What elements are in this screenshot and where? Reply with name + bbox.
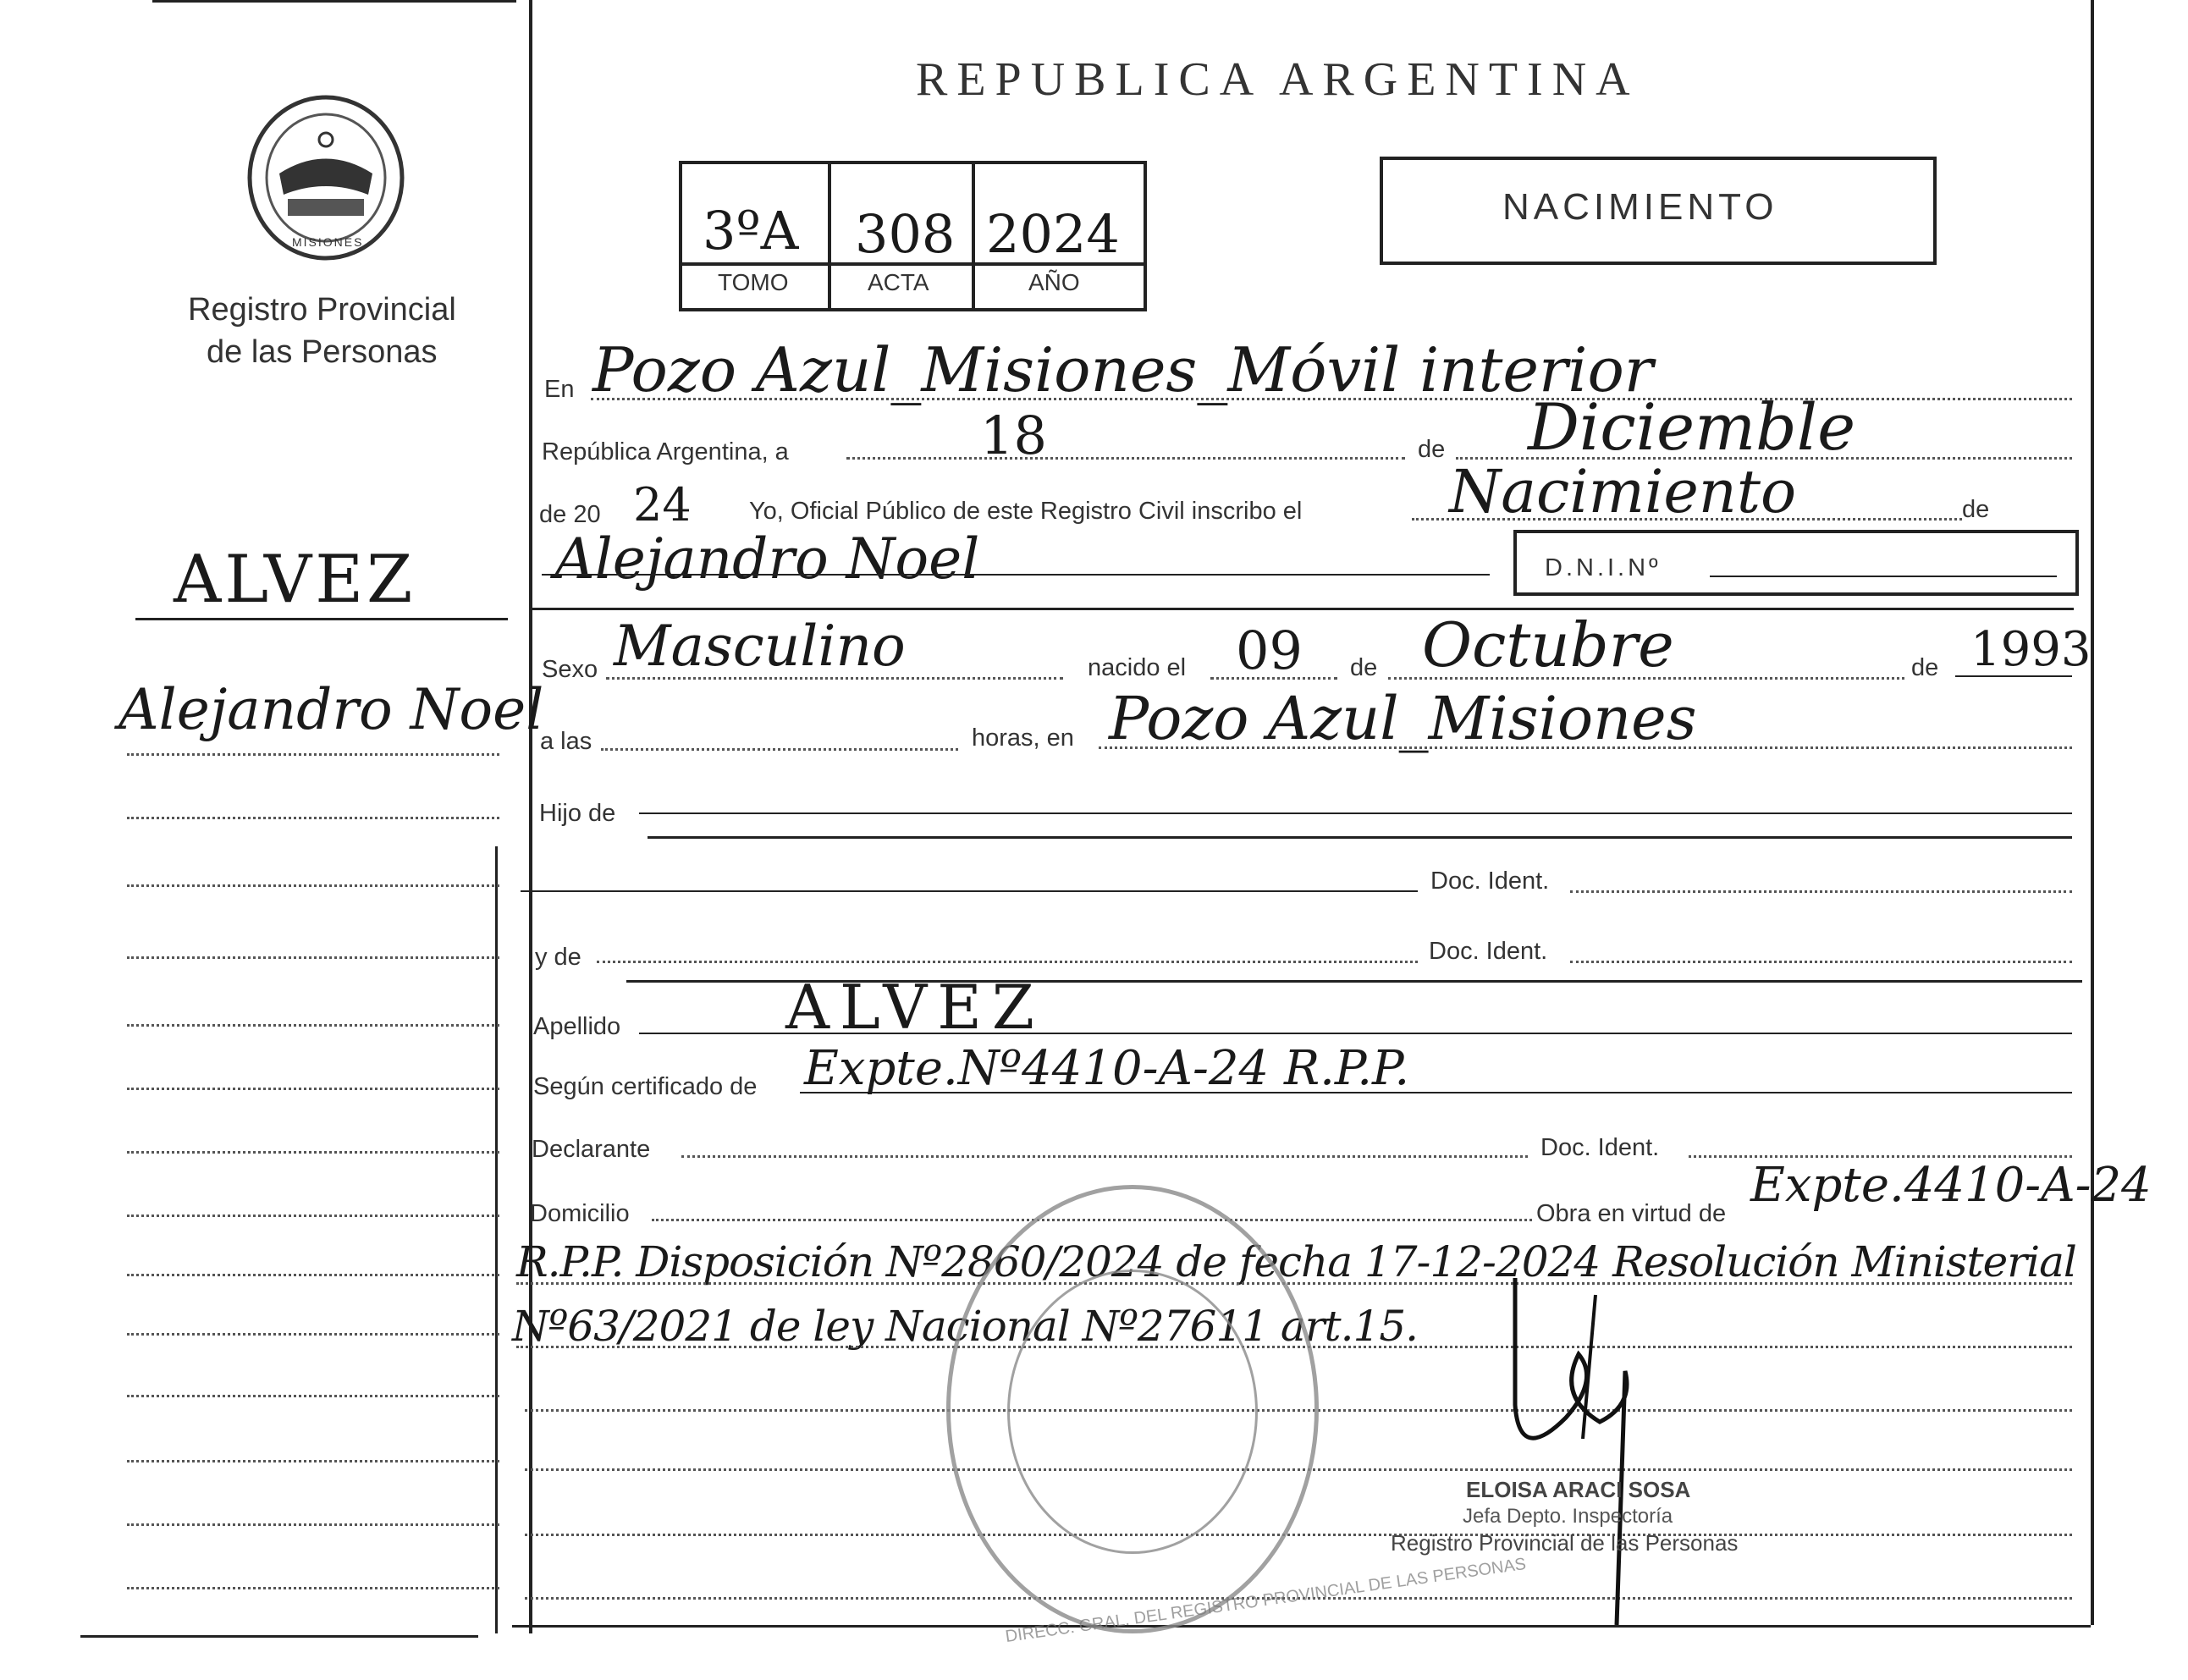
record-box-divider-2: [972, 161, 975, 311]
domicilio-label: Domicilio: [530, 1200, 630, 1227]
tomo-value: 3ºA: [703, 200, 799, 262]
segun-value: Expte.Nº4410-A-24 R.P.P.: [804, 1041, 1410, 1096]
right-border: [2091, 0, 2094, 1625]
margin-line: [127, 1274, 499, 1276]
de2-label: de: [1962, 496, 1990, 523]
birth-place-value: Pozo Azul_Misiones: [1109, 684, 1697, 753]
de3-label: de: [1350, 654, 1378, 681]
nacido-label: nacido el: [1088, 654, 1187, 681]
signer-office: Registro Provincial de las Personas: [1391, 1530, 1739, 1556]
horas-label: horas, en: [972, 724, 1074, 752]
margin-line: [127, 1333, 499, 1336]
office-name-line1: Registro Provincial: [188, 292, 456, 328]
de-label: de: [1418, 436, 1446, 463]
margin-surname-rule: [135, 618, 508, 620]
birth-year-value: 1993: [1970, 622, 2092, 677]
doc-ident-2-line: [1570, 961, 2072, 963]
official-stamp-inner: [1007, 1270, 1258, 1554]
yo-label: Yo, Oficial Público de este Registro Civil inscribo el: [749, 498, 1303, 525]
dni-label: D.N.I.Nº: [1545, 554, 1662, 581]
left-border: [495, 846, 498, 1633]
en-label: En: [544, 376, 575, 403]
sexo-label: Sexo: [542, 656, 598, 683]
yde-label: y de: [535, 944, 581, 971]
stamp-text: DIRECC. GRAL. DEL REGISTRO PROVINCIAL DE LAS PERSONAS: [1004, 1554, 1528, 1647]
name-value: Alejandro Noel: [554, 526, 980, 592]
margin-line: [127, 1215, 499, 1217]
month-value: Diciemble: [1528, 389, 1856, 465]
dni-line: [1710, 576, 2057, 577]
doc-ident-3: Doc. Ident.: [1540, 1134, 1660, 1161]
margin-divider: [529, 0, 532, 1633]
margin-given-names: Alejandro Noel: [118, 677, 544, 742]
document-title: REPUBLICA ARGENTINA: [916, 53, 1640, 106]
hijo-line: [639, 812, 2072, 814]
margin-line: [127, 1024, 499, 1027]
apellido-label: Apellido: [533, 1013, 621, 1040]
doc-ident-1: Doc. Ident.: [1430, 868, 1550, 895]
sexo-value: Masculino: [614, 614, 906, 679]
year-value: 24: [633, 478, 692, 532]
note-line-1-rule: [516, 1282, 2072, 1285]
margin-line: [127, 1523, 499, 1526]
mother-line: [597, 961, 1418, 963]
margin-line: [127, 1088, 499, 1090]
declarante-line: [681, 1155, 1528, 1158]
margin-line-1: [127, 753, 499, 756]
margin-line: [127, 1587, 499, 1589]
act-type-value: Nacimiento: [1449, 457, 1797, 526]
birth-month-value: Octubre: [1422, 609, 1674, 680]
margin-line: [127, 956, 499, 959]
day-value: 18: [980, 405, 1047, 466]
father-doc-line: [521, 890, 1418, 892]
anio-value: 2024: [986, 203, 1120, 265]
top-rule: [152, 0, 516, 3]
apellido-value: ALVEZ: [785, 972, 1044, 1043]
record-type: NACIMIENTO: [1502, 186, 1778, 228]
doc-ident-2: Doc. Ident.: [1429, 938, 1548, 965]
segun-label: Según certificado de: [533, 1073, 758, 1100]
margin-line: [127, 1151, 499, 1154]
logo-label: MISIONES: [292, 235, 364, 249]
signer-role: Jefa Depto. Inspectoría: [1463, 1505, 1673, 1528]
tomo-label: TOMO: [718, 269, 789, 295]
bottom-rule-main: [512, 1625, 2091, 1628]
republica-label: República Argentina, a: [542, 438, 789, 465]
en-value: Pozo Azul_Misiones_Móvil interior: [592, 334, 1654, 405]
day-line: [846, 457, 1405, 460]
obra-value: Expte.4410-A-24: [1750, 1158, 2152, 1213]
signature-scribble: [1498, 1270, 1651, 1625]
margin-line: [127, 1395, 499, 1397]
empty-line: [525, 1534, 2072, 1536]
name-line: [542, 574, 1490, 576]
de20-label: de 20: [539, 501, 601, 528]
hijo-rule: [648, 836, 2072, 839]
note-line-2: Nº63/2021 de ley Nacional Nº27611 art.15.: [512, 1302, 1419, 1351]
name-section-rule: [529, 608, 2074, 610]
birth-year-rule: [1955, 675, 2072, 677]
record-box-divider-1: [828, 161, 831, 311]
acta-value: 308: [855, 203, 956, 265]
anio-label: AÑO: [1028, 269, 1080, 295]
birth-day-value: 09: [1236, 620, 1303, 681]
signer-name: ELOISA ARACI SOSA: [1466, 1477, 1691, 1502]
bottom-rule-left: [80, 1635, 478, 1638]
margin-line: [127, 817, 499, 819]
de4-label: de: [1911, 654, 1939, 681]
margin-line: [127, 884, 499, 887]
margin-line: [127, 1460, 499, 1462]
office-name-line2: de las Personas: [207, 334, 438, 370]
obra-label: Obra en virtud de: [1536, 1200, 1727, 1227]
acta-label: ACTA: [868, 269, 929, 295]
declarante-label: Declarante: [532, 1136, 651, 1163]
alas-label: a las: [540, 728, 592, 755]
hijo-label: Hijo de: [539, 800, 616, 827]
doc-ident-1-line: [1570, 890, 2072, 893]
margin-surname: ALVEZ: [174, 542, 416, 618]
hour-line: [601, 748, 958, 751]
note-line-1: R.P.P. Disposición Nº2860/2024 de fecha 17-12-2024 Resolución Ministerial: [516, 1237, 2076, 1286]
